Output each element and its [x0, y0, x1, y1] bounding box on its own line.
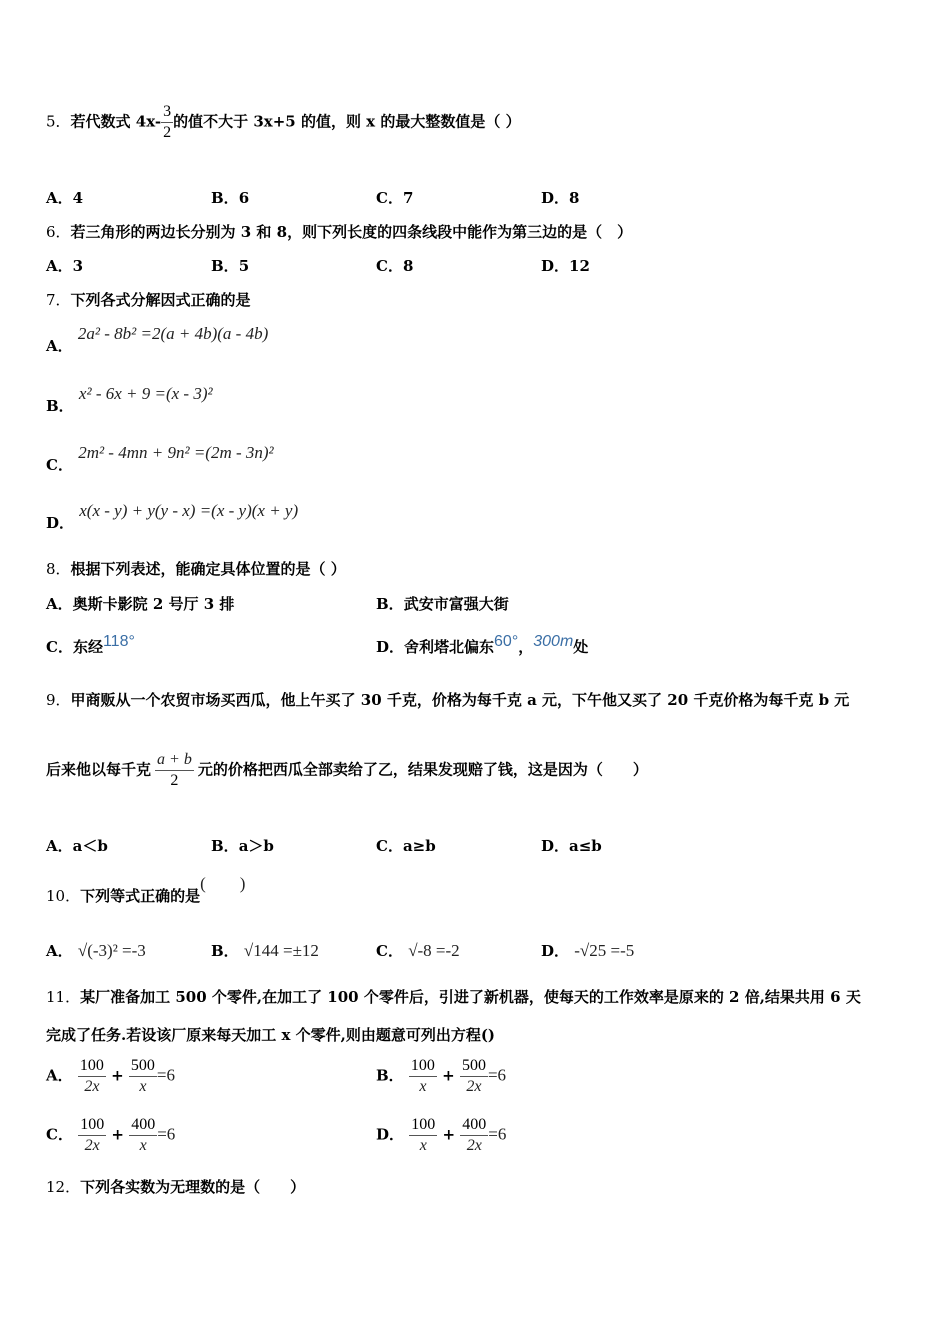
option-c: C． 2m² - 4mn + 9n² =(2m - 3n)² — [46, 443, 274, 474]
option-b: B．5 — [211, 257, 250, 275]
question-6 — [46, 221, 632, 242]
option-a: A．3 — [46, 257, 84, 275]
option-b: B． x² - 6x + 9 =(x - 3)² — [46, 384, 213, 415]
question-text: 下列等式正确的是 — [80, 887, 201, 905]
question-10: 10．下列等式正确的是( ) — [46, 874, 246, 905]
question-text: 根据下列表述，能确定具体位置的是（ ） — [70, 560, 346, 578]
question-text: 下列各实数为无理数的是（ ） — [80, 1178, 306, 1196]
question-number: 9． — [46, 691, 71, 709]
option-c: C． $\frac{100}{2x}$ + $\frac{400}{x}$ =6 — [46, 1116, 176, 1154]
math-expression: √(-3)² =-3 — [77, 941, 146, 960]
option-b: B．6 — [211, 189, 250, 207]
option-a: A．奥斯卡影院 2 号厅 3 排 — [46, 595, 235, 613]
option-b: B．武安市富强大街 — [376, 595, 509, 613]
question-text: 完成了任务.若设该厂原来每天加工 x 个零件,则由题意可列出方程() — [46, 1026, 496, 1044]
question-text: 若代数式 4x- — [70, 112, 162, 131]
option-c: C． √-8 =-2 — [376, 941, 460, 960]
option-a: A． 2a² - 8b² =2(a + 4b)(a - 4b) — [46, 324, 269, 355]
fraction: $\frac{3}{2}$ — [163, 103, 172, 141]
option-b: B． $\frac{100}{x}$ + $\frac{500}{2x}$ =6 — [376, 1057, 507, 1095]
question-number: 7． — [46, 291, 71, 309]
question-number: 6． — [46, 223, 71, 241]
option-c: C．7 — [376, 189, 414, 207]
option-d: D．a≤b — [541, 837, 602, 855]
math-expression: 2a² - 8b² =2(a + 4b)(a - 4b) — [77, 324, 269, 343]
option-a: A．4 — [46, 189, 84, 207]
option-a: A． √(-3)² =-3 — [46, 941, 146, 960]
option-d: D． x(x - y) + y(y - x) =(x - y)(x + y) — [46, 501, 299, 532]
question-text: 甲商贩从一个农贸市场买西瓜，他上午买了 30 千克，价格为每千克 a 元，下午他又买了 20 千克价格为每千克 b 元 — [70, 691, 850, 709]
degree-value: 60° — [494, 633, 519, 650]
option-a: A．a＜b — [46, 837, 108, 855]
option-b: B． √144 =±12 — [211, 941, 319, 960]
question-text: 的值不大于 3x+5 的值，则 x 的最大整数值是（ ） — [173, 112, 521, 131]
question-text: 若三角形的两边长分别为 3 和 8，则下列长度的四条线段中能作为第三边的是（ ） — [70, 223, 633, 241]
option-c: C．a≥b — [376, 837, 436, 855]
math-expression: x(x - y) + y(y - x) =(x - y)(x + y) — [79, 501, 299, 520]
option-d: D．12 — [541, 257, 590, 275]
question-text: 后来他以每千克 — [46, 760, 152, 779]
question-11 — [46, 986, 861, 1007]
question-text: 元的价格把西瓜全部卖给了乙，结果发现赔了钱，这是因为（ ） — [197, 760, 648, 779]
math-expression: √-8 =-2 — [408, 941, 460, 960]
option-d: D．8 — [541, 189, 580, 207]
question-text: 下列各式分解因式正确的是 — [70, 291, 251, 309]
option-b: B．a＞b — [211, 837, 274, 855]
question-9-line2 — [46, 750, 648, 791]
question-9 — [46, 689, 849, 710]
math-expression: √144 =±12 — [243, 941, 319, 960]
option-c: C．东经118° — [46, 633, 135, 656]
question-number: 5． — [46, 112, 71, 131]
question-5 — [46, 102, 521, 143]
question-8 — [46, 558, 346, 579]
math-expression: 2m² - 4mn + 9n² =(2m - 3n)² — [78, 443, 274, 462]
option-d: D． -√25 =-5 — [541, 941, 635, 960]
degree-value: 118° — [102, 633, 135, 650]
question-number: 8． — [46, 560, 71, 578]
question-number: 10． — [46, 887, 81, 905]
question-number: 11． — [46, 988, 81, 1006]
option-d: D．舍利塔北偏东60°，300m处 — [376, 633, 589, 656]
option-a: A． $\frac{100}{2x}$ + $\frac{500}{x}$ =6 — [46, 1057, 175, 1095]
option-d: D． $\frac{100}{x}$ + $\frac{400}{2x}$ =6 — [376, 1116, 507, 1154]
math-expression: x² - 6x + 9 =(x - 3)² — [78, 384, 213, 403]
question-7 — [46, 289, 251, 310]
question-text: 某厂准备加工 500 个零件,在加工了 100 个零件后，引进了新机器，使每天的工作效率是原来的 2 倍,结果共用 6 天 — [80, 988, 861, 1006]
question-12 — [46, 1176, 305, 1197]
question-11-line2 — [46, 1024, 495, 1045]
math-expression: -√25 =-5 — [574, 941, 635, 960]
question-number: 12． — [46, 1178, 81, 1196]
distance-value: 300m — [533, 633, 574, 650]
fraction: $\frac{a + b}{2}$ — [157, 751, 192, 789]
option-c: C．8 — [376, 257, 414, 275]
